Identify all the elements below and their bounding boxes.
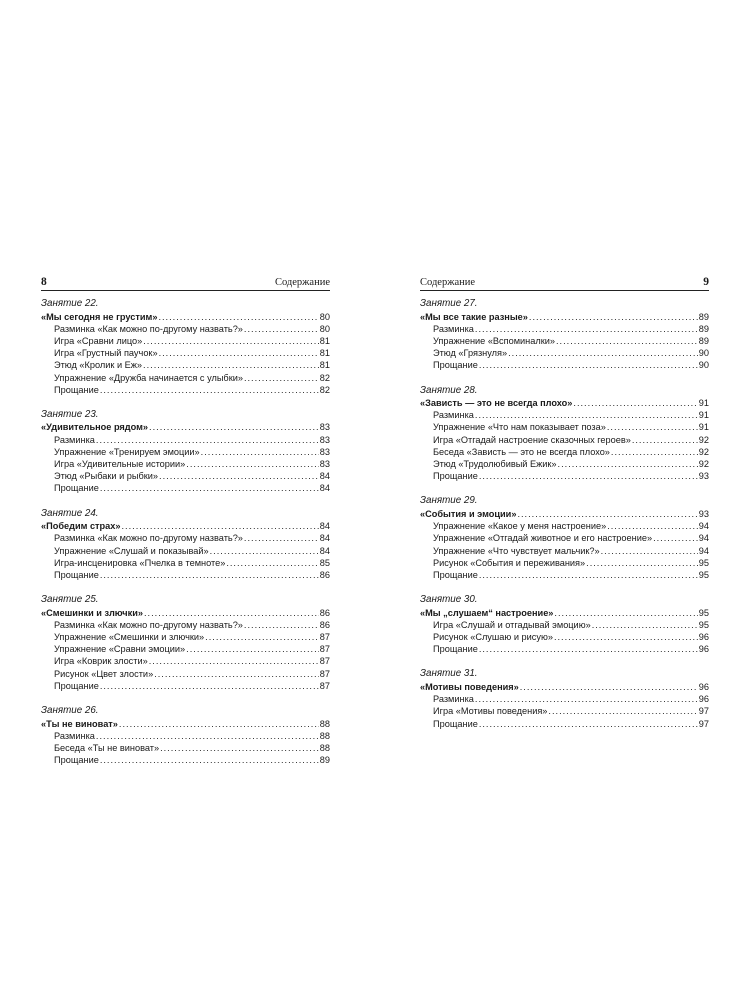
entry-page-number: 85: [319, 557, 330, 568]
entry-page-number: 95: [698, 619, 709, 630]
toc-entry: [41, 458, 330, 470]
table-of-contents: [41, 298, 330, 766]
dot-leader: [508, 347, 698, 359]
dot-leader: [556, 335, 698, 347]
entry-page-number: 90: [698, 348, 709, 359]
lesson-title-entry: [41, 421, 330, 433]
toc-entry: [41, 470, 330, 482]
lesson-section: [41, 508, 330, 582]
entry-page-number: 93: [698, 471, 709, 482]
dot-leader: [100, 482, 319, 494]
dot-leader: [573, 397, 697, 409]
dot-leader: [607, 520, 698, 532]
entry-page-number: 94: [698, 545, 709, 556]
entry-title: Этюд «Трудолюбивый Ежик»: [433, 459, 557, 470]
entry-page-number: 91: [698, 422, 709, 433]
lesson-title-entry: [41, 311, 330, 323]
toc-entry: [420, 693, 709, 705]
page-number: 9: [703, 276, 709, 288]
entry-page-number: 81: [319, 360, 330, 371]
entry-page-number: 80: [319, 323, 330, 334]
dot-leader: [607, 421, 698, 433]
entry-page-number: 80: [319, 311, 330, 322]
entry-page-number: 93: [698, 508, 709, 519]
entry-title: Прощание: [433, 471, 478, 482]
entry-page-number: 83: [319, 459, 330, 470]
dot-leader: [554, 607, 697, 619]
left-page: [41, 276, 330, 779]
dot-leader: [601, 545, 698, 557]
entry-page-number: 84: [319, 533, 330, 544]
entry-title: «Удивительное рядом»: [41, 422, 149, 433]
running-head-title: Содержание: [420, 277, 476, 288]
entry-page-number: 95: [698, 569, 709, 580]
toc-entry: [420, 323, 709, 335]
entry-title: Упражнение «Дружба начинается с улыбки»: [54, 372, 243, 383]
entry-title: Разминка «Как можно по-другому назвать?»: [54, 619, 243, 630]
lesson-label: Занятие 24.: [41, 507, 99, 519]
lesson-label: Занятие 31.: [420, 668, 478, 680]
entry-title: Упражнение «Какое у меня настроение»: [433, 521, 607, 532]
dot-leader: [226, 557, 318, 569]
entry-title: Игра «Коврик злости»: [54, 656, 148, 667]
table-of-contents: [420, 298, 709, 730]
dot-leader: [119, 718, 319, 730]
lesson-section: [41, 594, 330, 692]
lesson-label: Занятие 25.: [41, 594, 99, 606]
dot-leader: [479, 643, 698, 655]
toc-entry: [420, 631, 709, 643]
entry-title: «Смешинки и злючки»: [41, 607, 143, 618]
lesson-section: [420, 385, 709, 483]
lesson-section: [420, 594, 709, 655]
lesson-title-entry: [420, 607, 709, 619]
entry-page-number: 81: [319, 335, 330, 346]
entry-title: Прощание: [433, 644, 478, 655]
toc-entry: [41, 619, 330, 631]
lesson-label: Занятие 22.: [41, 298, 99, 309]
dot-leader: [100, 680, 319, 692]
lesson-label: Занятие 26.: [41, 705, 99, 717]
toc-entry: [41, 569, 330, 581]
entry-title: «События и эмоции»: [420, 508, 517, 519]
entry-page-number: 94: [698, 521, 709, 532]
entry-title: Прощание: [54, 384, 99, 395]
entry-page-number: 84: [319, 521, 330, 532]
entry-page-number: 97: [698, 706, 709, 717]
lesson-title-entry: [41, 520, 330, 532]
toc-entry: [41, 668, 330, 680]
dot-leader: [122, 520, 319, 532]
dot-leader: [517, 508, 697, 520]
toc-entry: [420, 347, 709, 359]
dot-leader: [143, 335, 319, 347]
toc-entry: [41, 680, 330, 692]
entry-title: Игра-инсценировка «Пчелка в темноте»: [54, 557, 226, 568]
toc-entry: [41, 384, 330, 396]
entry-title: Игра «Грустный паучок»: [54, 348, 158, 359]
dot-leader: [210, 545, 319, 557]
toc-entry: [41, 532, 330, 544]
entry-title: Упражнение «Что чувствует мальчик?»: [433, 545, 600, 556]
entry-title: Рисунок «Цвет злости»: [54, 668, 154, 679]
entry-page-number: 87: [319, 632, 330, 643]
entry-title: Этюд «Кролик и Еж»: [54, 360, 143, 371]
dot-leader: [100, 384, 319, 396]
entry-page-number: 96: [698, 644, 709, 655]
dot-leader: [160, 742, 319, 754]
dot-leader: [548, 705, 697, 717]
lesson-label: Занятие 27.: [420, 298, 478, 309]
entry-page-number: 89: [698, 311, 709, 322]
entry-title: Игра «Слушай и отгадывай эмоцию»: [433, 619, 591, 630]
entry-page-number: 89: [698, 335, 709, 346]
toc-entry: [420, 619, 709, 631]
dot-leader: [100, 754, 319, 766]
dot-leader: [592, 619, 698, 631]
entry-title: Упражнение «Смешинки и злючки»: [54, 632, 205, 643]
dot-leader: [653, 532, 698, 544]
entry-title: Рисунок «События и переживания»: [433, 557, 586, 568]
entry-page-number: 96: [698, 632, 709, 643]
lesson-title-entry: [420, 397, 709, 409]
entry-title: «Мы „слушаем“ настроение»: [420, 607, 554, 618]
right-page: [420, 276, 709, 743]
entry-page-number: 86: [319, 569, 330, 580]
toc-entry: [41, 557, 330, 569]
dot-leader: [586, 557, 698, 569]
entry-page-number: 86: [319, 619, 330, 630]
dot-leader: [479, 569, 698, 581]
dot-leader: [186, 643, 319, 655]
toc-entry: [420, 470, 709, 482]
entry-title: Разминка: [433, 323, 474, 334]
toc-entry: [420, 458, 709, 470]
dot-leader: [475, 693, 698, 705]
toc-entry: [41, 655, 330, 667]
toc-entry: [420, 569, 709, 581]
dot-leader: [158, 311, 318, 323]
lesson-section: [41, 298, 330, 396]
entry-title: Прощание: [54, 483, 99, 494]
entry-page-number: 88: [319, 718, 330, 729]
entry-page-number: 96: [698, 681, 709, 692]
page-number: 8: [41, 276, 47, 288]
entry-title: Беседа «Зависть — это не всегда плохо»: [433, 446, 610, 457]
entry-title: Упражнение «Отгадай животное и его настроение»: [433, 533, 653, 544]
dot-leader: [479, 359, 698, 371]
dot-leader: [244, 619, 319, 631]
entry-page-number: 84: [319, 483, 330, 494]
entry-page-number: 92: [698, 446, 709, 457]
entry-page-number: 82: [319, 384, 330, 395]
entry-title: «Мотивы поведения»: [420, 681, 519, 692]
dot-leader: [558, 458, 698, 470]
toc-entry: [420, 335, 709, 347]
dot-leader: [159, 470, 319, 482]
entry-title: Разминка: [54, 730, 95, 741]
dot-leader: [144, 607, 319, 619]
lesson-label: Занятие 30.: [420, 594, 478, 606]
entry-title: Прощание: [433, 569, 478, 580]
dot-leader: [475, 323, 698, 335]
toc-entry: [420, 532, 709, 544]
entry-title: Упражнение «Что нам показывает поза»: [433, 422, 606, 433]
toc-entry: [41, 730, 330, 742]
dot-leader: [149, 421, 319, 433]
entry-title: Этюд «Рыбаки и рыбки»: [54, 471, 159, 482]
running-head-title: Содержание: [274, 277, 330, 288]
toc-entry: [41, 434, 330, 446]
running-head: [420, 276, 709, 291]
entry-title: Беседа «Ты не виноват»: [54, 742, 160, 753]
entry-page-number: 87: [319, 656, 330, 667]
toc-entry: [420, 705, 709, 717]
dot-leader: [149, 655, 319, 667]
entry-page-number: 83: [319, 422, 330, 433]
entry-page-number: 96: [698, 694, 709, 705]
entry-title: Прощание: [54, 755, 99, 766]
entry-title: Этюд «Грязнуля»: [433, 348, 508, 359]
entry-title: Разминка: [54, 434, 95, 445]
dot-leader: [632, 434, 698, 446]
entry-title: «Победим страх»: [41, 521, 121, 532]
toc-entry: [420, 434, 709, 446]
toc-entry: [41, 372, 330, 384]
entry-page-number: 92: [698, 434, 709, 445]
dot-leader: [96, 434, 319, 446]
lesson-label: Занятие 23.: [41, 408, 99, 420]
dot-leader: [205, 631, 319, 643]
toc-entry: [420, 643, 709, 655]
entry-page-number: 84: [319, 471, 330, 482]
dot-leader: [96, 730, 319, 742]
toc-entry: [420, 446, 709, 458]
entry-page-number: 86: [319, 607, 330, 618]
entry-page-number: 97: [698, 718, 709, 729]
entry-title: Игра «Удивительные истории»: [54, 459, 186, 470]
dot-leader: [159, 347, 319, 359]
lesson-title-entry: [420, 311, 709, 323]
entry-page-number: 89: [698, 323, 709, 334]
toc-entry: [41, 323, 330, 335]
entry-page-number: 83: [319, 446, 330, 457]
lesson-label: Занятие 28.: [420, 384, 478, 396]
entry-title: Прощание: [54, 569, 99, 580]
entry-page-number: 91: [698, 398, 709, 409]
entry-page-number: 94: [698, 533, 709, 544]
entry-title: Игра «Мотивы поведения»: [433, 706, 548, 717]
entry-page-number: 88: [319, 742, 330, 753]
dot-leader: [479, 718, 698, 730]
dot-leader: [143, 359, 319, 371]
entry-title: Упражнение «Сравни эмоции»: [54, 644, 186, 655]
entry-title: Прощание: [54, 680, 99, 691]
toc-entry: [420, 421, 709, 433]
toc-entry: [41, 643, 330, 655]
toc-entry: [41, 545, 330, 557]
dot-leader: [529, 311, 698, 323]
entry-page-number: 91: [698, 410, 709, 421]
entry-title: Упражнение «Тренируем эмоции»: [54, 446, 200, 457]
entry-page-number: 95: [698, 557, 709, 568]
dot-leader: [244, 532, 319, 544]
toc-entry: [41, 359, 330, 371]
lesson-section: [41, 409, 330, 495]
lesson-section: [420, 298, 709, 372]
entry-title: Разминка «Как можно по-другому назвать?»: [54, 323, 243, 334]
entry-page-number: 87: [319, 668, 330, 679]
lesson-title-entry: [41, 607, 330, 619]
entry-page-number: 88: [319, 730, 330, 741]
entry-page-number: 92: [698, 459, 709, 470]
running-head: [41, 276, 330, 291]
entry-page-number: 95: [698, 607, 709, 618]
entry-title: Рисунок «Слушаю и рисую»: [433, 632, 553, 643]
toc-entry: [41, 446, 330, 458]
dot-leader: [100, 569, 319, 581]
entry-title: Игра «Сравни лицо»: [54, 335, 143, 346]
entry-page-number: 81: [319, 348, 330, 359]
entry-page-number: 87: [319, 680, 330, 691]
toc-entry: [41, 347, 330, 359]
entry-title: «Мы сегодня не грустим»: [41, 311, 158, 322]
toc-entry: [41, 631, 330, 643]
entry-title: «Зависть — это не всегда плохо»: [420, 398, 573, 409]
dot-leader: [611, 446, 698, 458]
toc-entry: [420, 545, 709, 557]
entry-title: Разминка: [433, 410, 474, 421]
dot-leader: [520, 681, 698, 693]
toc-entry: [41, 482, 330, 494]
toc-entry: [420, 718, 709, 730]
entry-page-number: 84: [319, 545, 330, 556]
toc-entry: [420, 409, 709, 421]
dot-leader: [475, 409, 698, 421]
lesson-section: [420, 668, 709, 729]
toc-entry: [420, 520, 709, 532]
toc-entry: [41, 335, 330, 347]
toc-entry: [420, 359, 709, 371]
entry-page-number: 82: [319, 372, 330, 383]
entry-page-number: 89: [319, 755, 330, 766]
entry-title: Прощание: [433, 360, 478, 371]
entry-title: Упражнение «Вспоминалки»: [433, 335, 555, 346]
entry-title: «Ты не виноват»: [41, 718, 118, 729]
entry-title: «Мы все такие разные»: [420, 311, 528, 322]
dot-leader: [479, 470, 698, 482]
dot-leader: [244, 323, 319, 335]
dot-leader: [154, 668, 319, 680]
entry-title: Разминка «Как можно по-другому назвать?»: [54, 533, 243, 544]
lesson-label: Занятие 29.: [420, 495, 478, 507]
entry-title: Разминка: [433, 694, 474, 705]
lesson-title-entry: [420, 508, 709, 520]
entry-page-number: 90: [698, 360, 709, 371]
lesson-section: [41, 705, 330, 766]
dot-leader: [554, 631, 698, 643]
dot-leader: [244, 372, 319, 384]
toc-entry: [41, 742, 330, 754]
dot-leader: [201, 446, 319, 458]
toc-entry: [420, 557, 709, 569]
lesson-title-entry: [420, 681, 709, 693]
entry-page-number: 87: [319, 644, 330, 655]
entry-title: Упражнение «Слушай и показывай»: [54, 545, 209, 556]
entry-page-number: 83: [319, 434, 330, 445]
dot-leader: [186, 458, 318, 470]
entry-title: Игра «Отгадай настроение сказочных героев»: [433, 434, 631, 445]
lesson-title-entry: [41, 718, 330, 730]
lesson-section: [420, 495, 709, 581]
toc-entry: [41, 754, 330, 766]
entry-title: Прощание: [433, 718, 478, 729]
